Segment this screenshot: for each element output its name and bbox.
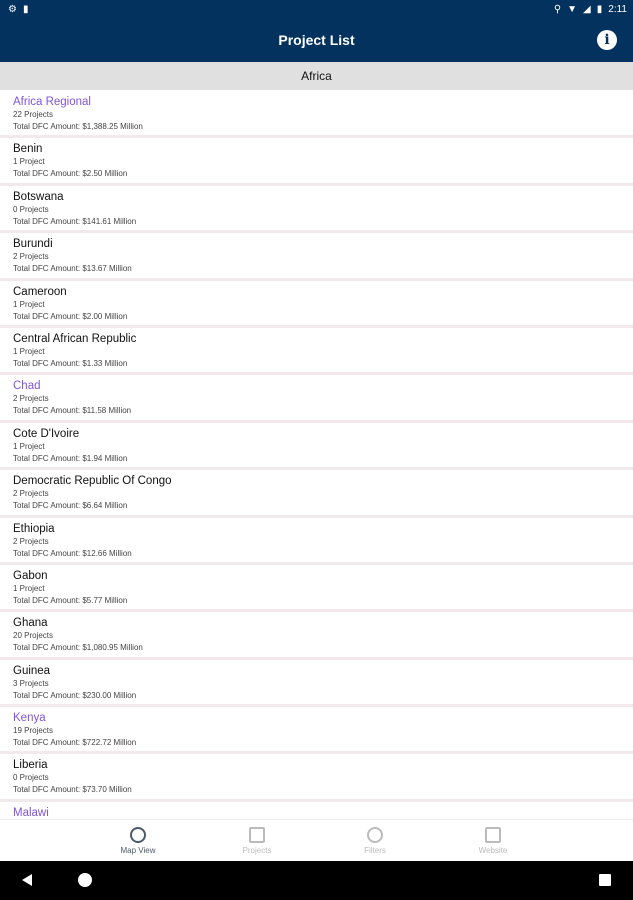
country-name: Ghana	[13, 617, 48, 630]
total-amount: Total DFC Amount: $5.77 Million	[13, 595, 128, 605]
battery-icon: ▮	[596, 4, 603, 15]
list-item[interactable]	[0, 660, 633, 707]
project-count: 1 Project	[13, 583, 45, 593]
info-icon: i	[604, 32, 610, 48]
country-name: Burundi	[13, 238, 53, 251]
nav-map-view[interactable]	[93, 827, 183, 855]
list-item[interactable]	[0, 328, 633, 375]
total-amount: Total DFC Amount: $1.33 Million	[13, 358, 128, 368]
total-amount: Total DFC Amount: $230.00 Million	[13, 690, 137, 700]
list-item[interactable]	[0, 233, 633, 280]
nav-filters[interactable]	[330, 827, 420, 855]
country-name: Central African Republic	[13, 332, 137, 345]
project-count: 20 Projects	[13, 631, 54, 641]
list-item[interactable]	[0, 470, 633, 517]
total-amount: Total DFC Amount: $1,080.95 Million	[13, 643, 143, 653]
country-name: Benin	[13, 143, 43, 156]
total-amount: Total DFC Amount: $11.58 Million	[13, 406, 132, 416]
settings-icon: ⚙	[8, 4, 17, 15]
status-time: 2:11	[608, 4, 627, 15]
section-header: Africa	[0, 62, 633, 90]
country-name: Ethiopia	[13, 522, 55, 535]
list-item[interactable]	[0, 754, 633, 801]
list-item[interactable]	[0, 375, 633, 422]
country-name: Africa Regional	[13, 96, 91, 108]
total-amount: Total DFC Amount: $1,388.25 Million	[13, 122, 143, 131]
total-amount: Total DFC Amount: $1.94 Million	[13, 453, 128, 463]
page-title: Project List	[278, 32, 355, 48]
nav-label: Website	[478, 846, 508, 855]
list-item[interactable]	[0, 802, 633, 819]
project-count: 3 Projects	[13, 678, 49, 688]
country-name: Botswana	[13, 190, 64, 203]
home-button[interactable]	[78, 873, 92, 887]
list-item[interactable]	[0, 91, 633, 138]
project-count: 1 Project	[13, 299, 45, 309]
app-bar	[0, 20, 633, 62]
system-navigation-bar	[0, 861, 633, 900]
project-count: 2 Projects	[13, 252, 49, 262]
project-count: 2 Projects	[13, 489, 49, 499]
list-item[interactable]	[0, 423, 633, 470]
nav-website[interactable]	[448, 827, 538, 855]
list-item[interactable]	[0, 186, 633, 233]
project-count: 19 Projects	[13, 726, 54, 736]
list-item[interactable]	[0, 281, 633, 328]
globe-icon	[130, 827, 146, 843]
dfc-logo-icon	[485, 827, 501, 843]
nav-label: Filters	[364, 846, 386, 855]
nav-label: Map View	[120, 846, 156, 855]
signal-icon: ◢	[583, 4, 591, 15]
total-amount: Total DFC Amount: $73.70 Million	[13, 785, 132, 795]
back-button[interactable]	[22, 874, 32, 886]
bottom-navigation	[0, 819, 633, 861]
total-amount: Total DFC Amount: $12.66 Million	[13, 548, 132, 558]
country-name: Malawi	[13, 806, 49, 819]
project-count: 0 Projects	[13, 773, 49, 783]
total-amount: Total DFC Amount: $141.61 Million	[13, 216, 137, 226]
country-name: Gabon	[13, 569, 48, 582]
wifi-icon: ▼	[567, 4, 578, 15]
location-icon: ⚲	[553, 4, 562, 15]
total-amount: Total DFC Amount: $6.64 Million	[13, 501, 128, 511]
list-item[interactable]	[0, 612, 633, 659]
country-name: Chad	[13, 380, 41, 393]
country-list[interactable]	[0, 91, 633, 819]
total-amount: Total DFC Amount: $2.50 Million	[13, 169, 128, 179]
total-amount: Total DFC Amount: $2.00 Million	[13, 311, 128, 321]
info-button[interactable]	[597, 30, 617, 50]
country-name: Cameroon	[13, 285, 67, 298]
project-count: 1 Project	[13, 441, 45, 451]
nav-projects[interactable]	[212, 827, 302, 855]
project-count: 2 Projects	[13, 394, 49, 404]
sd-card-icon: ▮	[22, 4, 29, 15]
project-count: 22 Projects	[13, 110, 54, 119]
recent-apps-button[interactable]	[599, 874, 611, 886]
project-count: 1 Project	[13, 157, 45, 167]
country-name: Kenya	[13, 712, 46, 725]
total-amount: Total DFC Amount: $13.67 Million	[13, 264, 132, 274]
list-item[interactable]	[0, 518, 633, 565]
country-name: Democratic Republic Of Congo	[13, 475, 172, 488]
list-item[interactable]	[0, 138, 633, 185]
filter-icon	[367, 827, 383, 843]
project-count: 1 Project	[13, 346, 45, 356]
country-name: Cote D'Ivoire	[13, 427, 80, 440]
list-item[interactable]	[0, 707, 633, 754]
country-name: Guinea	[13, 664, 51, 677]
list-item[interactable]	[0, 565, 633, 612]
project-count: 0 Projects	[13, 204, 49, 214]
country-name: Liberia	[13, 759, 48, 772]
nav-label: Projects	[242, 846, 272, 855]
list-icon	[249, 827, 265, 843]
total-amount: Total DFC Amount: $722.72 Million	[13, 738, 137, 748]
status-bar	[0, 0, 633, 20]
project-count: 2 Projects	[13, 536, 49, 546]
